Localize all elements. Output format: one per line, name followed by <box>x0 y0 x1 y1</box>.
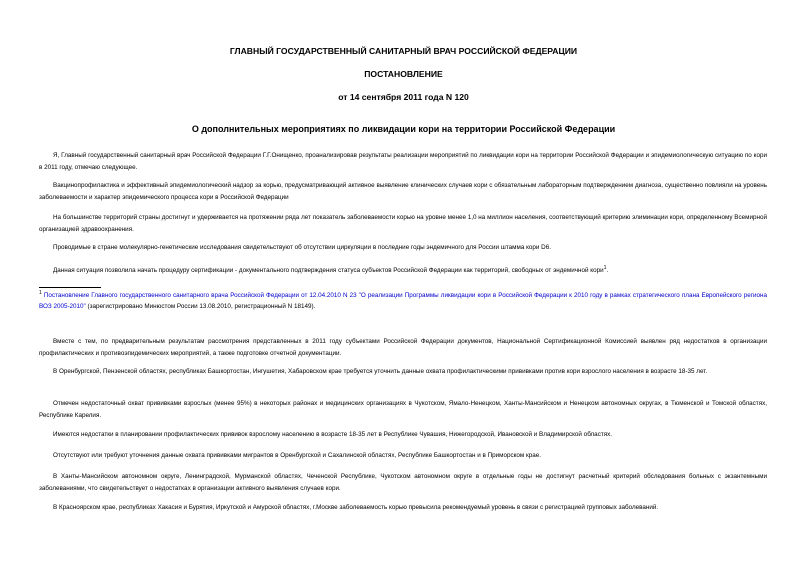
paragraph: В Красноярском крае, республиках Хакасия и Бурятия, Иркутской и Амурской областях, г.Москве заболеваемость корью превысила рекомендуемый уровень в связи с регистрацией групповых заболеваний. <box>53 504 659 511</box>
document-type: ПОСТАНОВЛЕНИЕ <box>364 69 443 79</box>
footnote-link[interactable]: Постановление Главного государственного санитарного врача Российской Федерации от 12.04.2010 N 23 "О реализации Программы ликвидации кори в Российской Федерации к 2010 году в рамках стратегического плана Европейского региона ВОЗ 2005-2010" <box>39 292 767 310</box>
paragraph: Вакцинопрофилактика и эффективный эпидемиологический надзор за корью, предусматривающий активное выявление клинических случаев кори с обязательным лабораторным подтверждением диагноза, существенно повлияли на уровень заболеваемости и характер эпидемического процесса кори в Российской Федерации <box>39 182 767 201</box>
document-date-number: от 14 сентября 2011 года N 120 <box>338 92 469 102</box>
paragraph: Я, Главный государственный санитарный врач Российской Федерации Г.Г.Онищенко, проанализировав результаты реализации мероприятий по ликвидации кори на территории Российской Федерации и эпидемиологическую ситуацию по кори в 2011 году, отмечаю следующее. <box>39 152 767 171</box>
footnote-marker: 1 <box>39 289 42 296</box>
issuing-authority: ГЛАВНЫЙ ГОСУДАРСТВЕННЫЙ САНИТАРНЫЙ ВРАЧ РОССИЙСКОЙ ФЕДЕРАЦИИ <box>229 46 578 56</box>
paragraph: На большинстве территорий страны достигнут и удерживается на протяжении ряда лет показатель заболеваемости корью на уровне менее 1,0 на миллион населения, соответствующий критерию элиминации кори, определенному Всемирной организацией здравоохранения. <box>39 214 767 233</box>
paragraph: Имеются недостатки в планировании профилактических прививок взрослому населению в возрасте 18-35 лет в Республике Чувашия, Нижегородской, Ивановской и Владимирской областях. <box>53 431 613 438</box>
document-title: О дополнительных мероприятиях по ликвидации кори на территории Российской Федерации <box>191 124 616 134</box>
footnote <box>39 290 767 312</box>
paragraph: Отмечен недостаточный охват прививками взрослых (менее 95%) в некоторых районах и медицинских организациях в Чукотском, Ямало-Ненецком, Ханты-Мансийском и Ненецком автономных округах, в Тюменской и Томской областях, Республике Карелия. <box>39 400 767 419</box>
paragraph: Отсутствуют или требуют уточнения данные охвата прививками мигрантов в Оренбургской и Сахалинской областях, Республике Башкортостан и в Приморском крае. <box>53 452 542 459</box>
paragraph: Проводимые в стране молекулярно-генетические исследования свидетельствуют об отсутствии циркуляции в последние годы эндемичного для России штамма кори D6. <box>53 244 551 251</box>
paragraph: Вместе с тем, по предварительным результатам рассмотрения представленных в 2011 году субъектами Российской Федерации документов, Национальной Сертификационной Комиссией выявлен ряд недостатков в организации профилактических и противоэпидемических мероприятий, а также подготовке отчетной документации. <box>39 338 767 357</box>
paragraph: Данная ситуация позволила начать процедуру сертификации - документального подтверждения статуса субъектов Российской Федерации как территорий, свободных от эндемичной кори$^1$. <box>53 265 609 275</box>
paragraph: В Ханты-Мансийском автономном округе, Ленинградской, Мурманской областях, Чеченской Республике, Чукотском автономном округе в отдельные годы не достигнут расчетный критерий обследования больных с экзантемными заболеваниями, что свидетельствует о недостатках в организации активного выявления случаев кори. <box>39 473 767 492</box>
paragraph: В Оренбургской, Пензенской областях, республиках Башкортостан, Ингушетия, Хабаровском крае требуется уточнить данные охвата профилактическими прививками против кори взрослого населения в возрасте 18-35 лет. <box>53 368 708 375</box>
footnote-separator <box>39 287 101 288</box>
footnote-text: (зарегистрировано Минюстом России 13.08.2010, регистрационный N 18149). <box>85 303 316 310</box>
footnote-reference[interactable]: 1 <box>603 265 607 271</box>
